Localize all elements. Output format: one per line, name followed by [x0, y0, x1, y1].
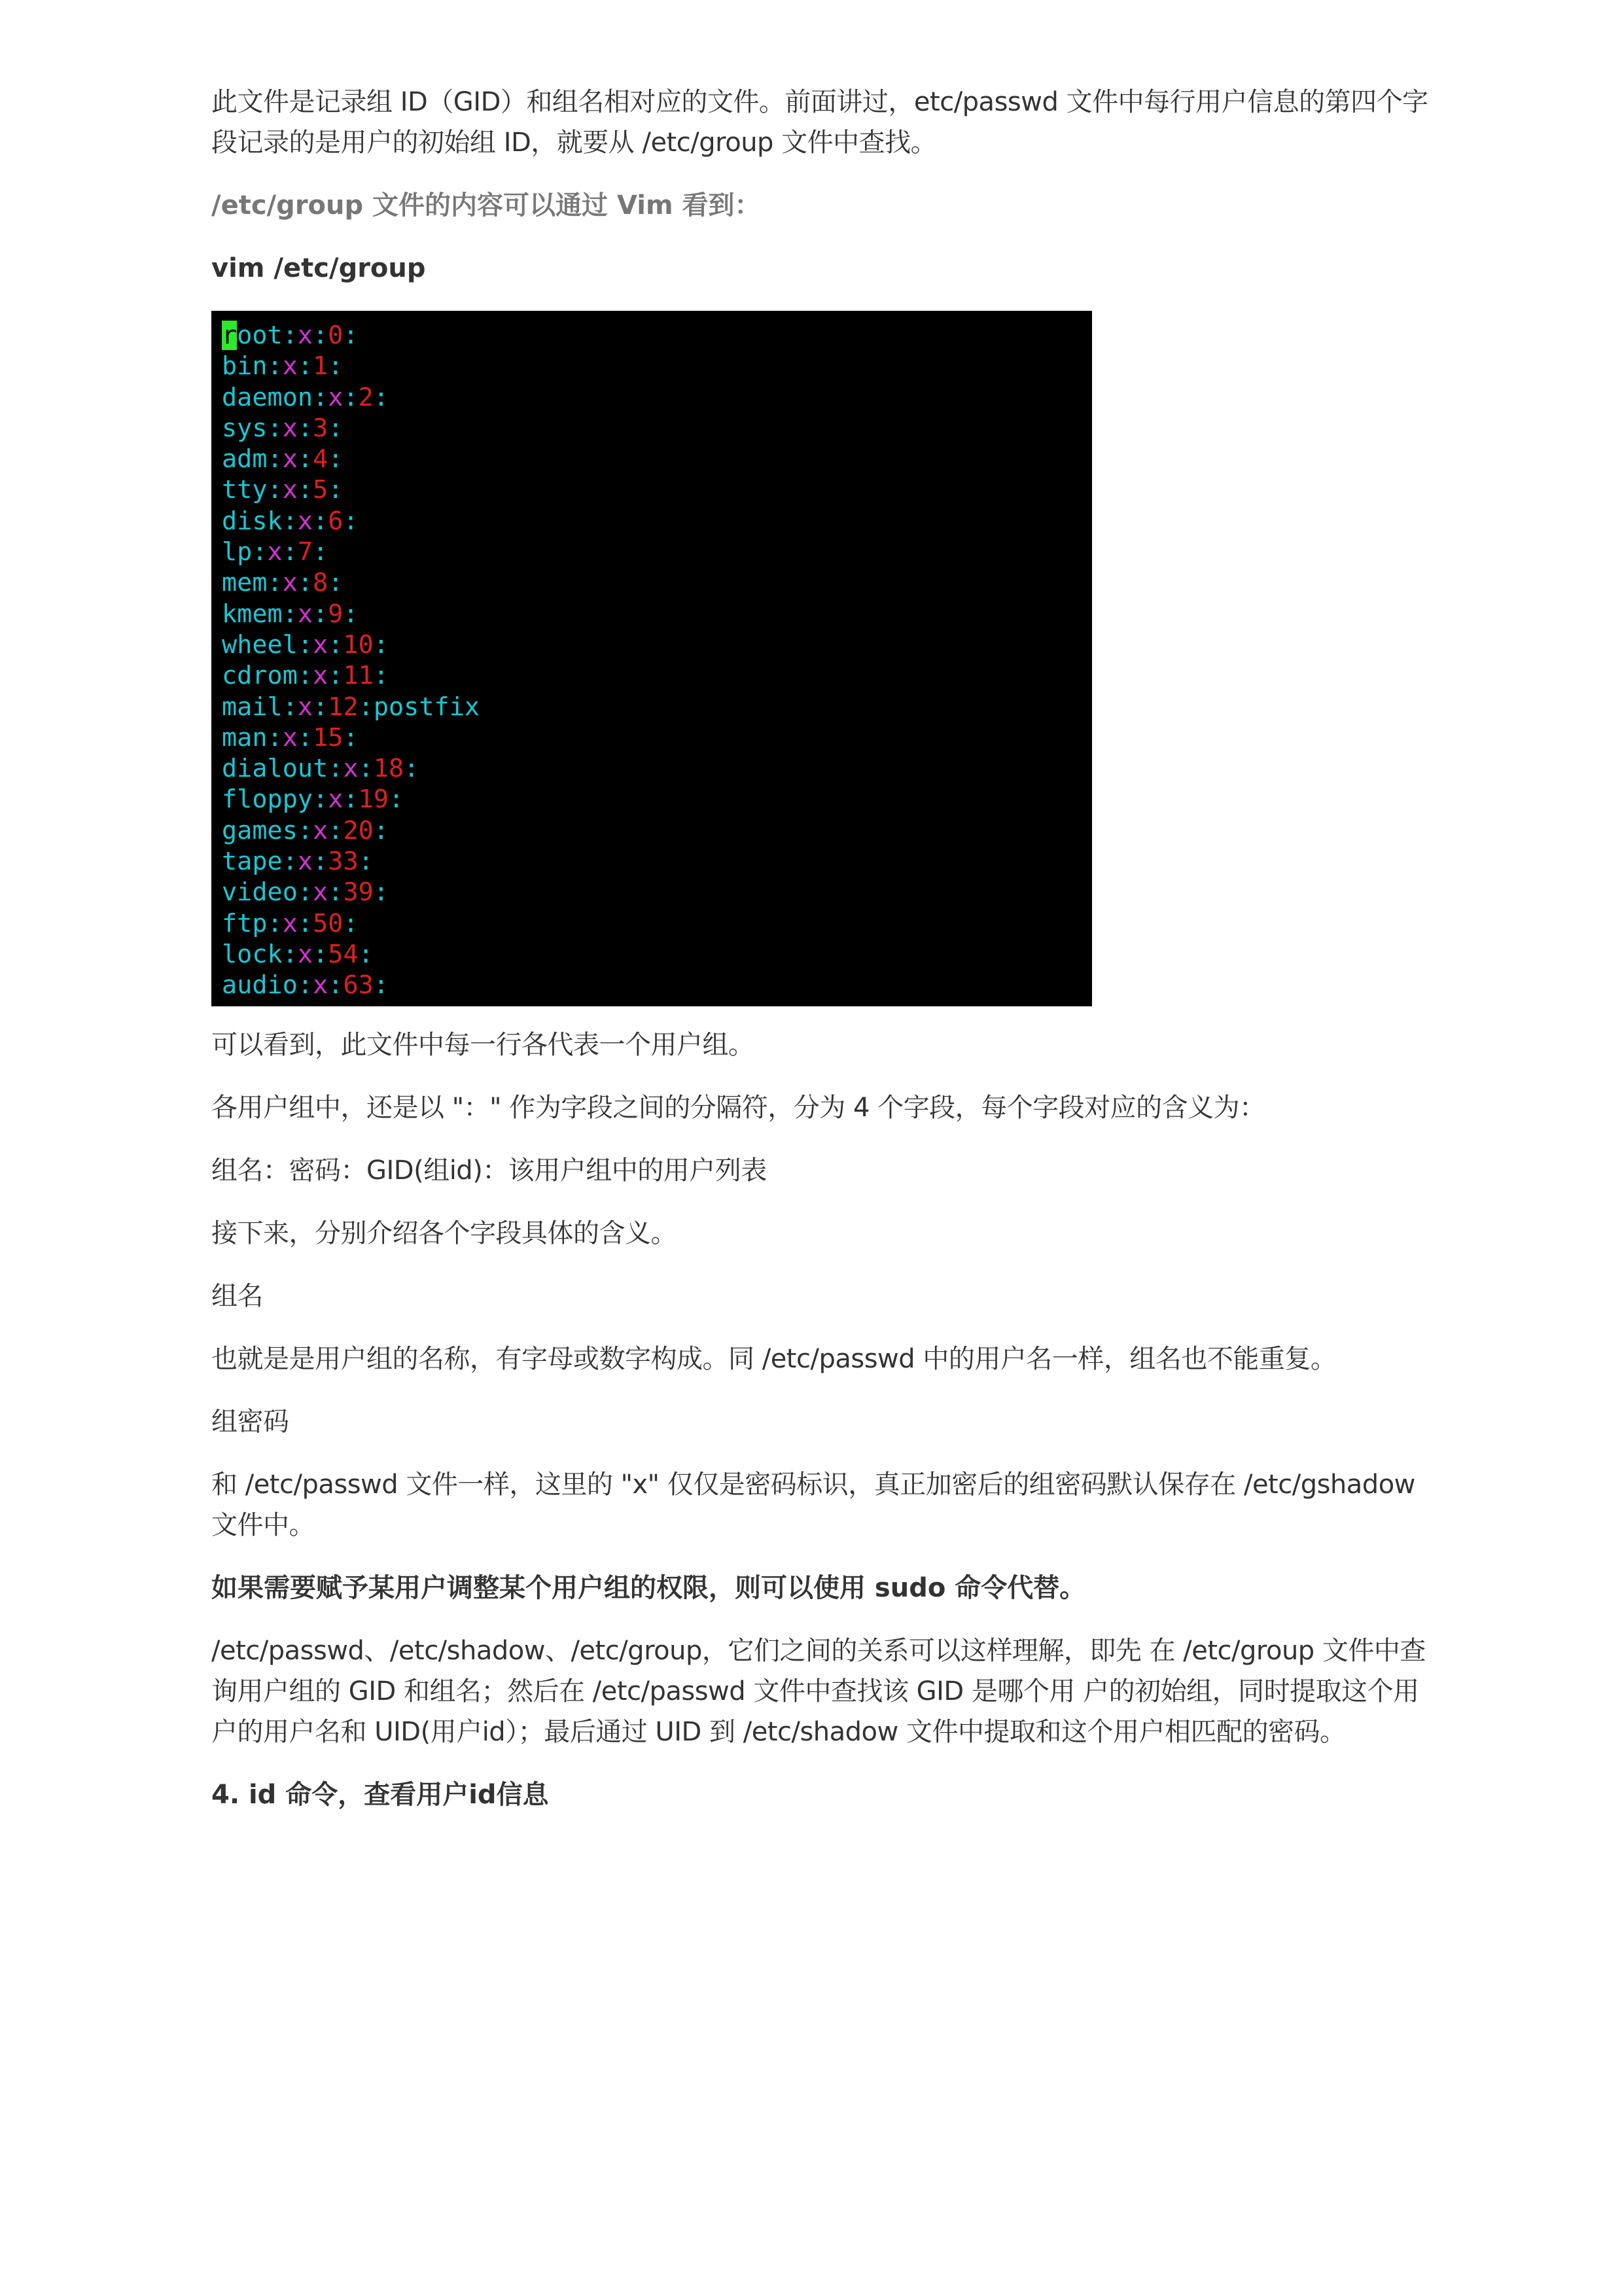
field-separator: : — [267, 444, 283, 474]
group-name: games — [222, 815, 298, 845]
field-separator: : — [313, 537, 328, 567]
password-field: x — [297, 599, 313, 629]
password-field: x — [313, 661, 328, 691]
field-separator: : — [328, 754, 344, 784]
gid-field: 33 — [328, 847, 359, 877]
gid-field: 10 — [343, 629, 374, 660]
field-separator: : — [343, 382, 359, 412]
group-name: oot — [237, 321, 283, 350]
field-separator: : — [297, 475, 313, 505]
gid-field: 50 — [313, 908, 344, 938]
field-separator: : — [313, 506, 328, 536]
terminal-line — [222, 537, 1092, 567]
terminal-line — [222, 908, 1092, 939]
password-field: x — [297, 847, 313, 877]
password-field: x — [282, 568, 298, 598]
password-field: x — [267, 537, 283, 567]
terminal-line — [222, 692, 1092, 722]
password-field: x — [313, 629, 328, 660]
group-name: mail — [222, 692, 283, 722]
field-separator: : — [267, 908, 283, 938]
field-separator: : — [328, 475, 344, 505]
gid-field: 1 — [313, 351, 328, 381]
group-name: sys — [222, 413, 268, 443]
password-field: x — [282, 475, 298, 505]
gid-field: 11 — [343, 661, 374, 691]
password-field: x — [282, 413, 298, 443]
group-name: mem — [222, 568, 268, 598]
gid-field: 12 — [328, 692, 359, 722]
password-field: x — [297, 939, 313, 969]
field-separator: : — [282, 321, 298, 350]
password-field: x — [282, 722, 298, 752]
field-separator: : — [343, 321, 359, 350]
intro-paragraph: 此文件是记录组 ID（GID）和组名相对应的文件。前面讲过，etc/passwd 文件中每行用户信息的第四个字 段记录的是用户的初始组 ID，就要从 /etc/group 文件中查找。 — [211, 87, 1436, 158]
gid-field: 3 — [313, 413, 328, 443]
field-separator: : — [313, 599, 328, 629]
gid-field: 8 — [313, 568, 328, 598]
field-separator: : — [297, 877, 313, 908]
field-separator: : — [373, 815, 389, 845]
sudo-note: 如果需要赋予某用户调整某个用户组的权限，则可以使用 sudo 命令代替。 — [211, 1573, 1086, 1603]
members-field: postfix — [373, 692, 480, 722]
document-page — [211, 82, 1436, 1837]
each-line-paragraph: 可以看到，此文件中每一行各代表一个用户组。 — [211, 1030, 754, 1060]
field-separator: : — [343, 785, 359, 815]
terminal-line — [222, 815, 1092, 846]
password-field: x — [297, 692, 313, 722]
group-password-label: 组密码 — [211, 1407, 289, 1437]
password-field: x — [297, 321, 313, 350]
group-name: man — [222, 722, 268, 752]
vim-command: vim /etc/group — [211, 253, 426, 283]
field-separator: : — [343, 908, 359, 938]
field-separator: : — [404, 754, 419, 784]
terminal-line — [222, 320, 1092, 351]
field-separator: : — [313, 382, 328, 412]
terminal-line — [222, 970, 1092, 1000]
field-separator: : — [358, 754, 374, 784]
group-name: kmem — [222, 599, 283, 629]
field-separator: : — [373, 661, 389, 691]
field-separator: : — [389, 785, 404, 815]
fields-paragraph: 各用户组中，还是以 "：" 作为字段之间的分隔符，分为 4 个字段，每个字段对应的含义为： — [211, 1093, 1265, 1123]
group-name: dialout — [222, 754, 328, 784]
group-name: lock — [222, 939, 283, 969]
password-field: x — [313, 815, 328, 845]
terminal-cursor: r — [222, 321, 238, 350]
field-separator: : — [328, 877, 344, 908]
field-separator: : — [267, 351, 283, 381]
field-separator: : — [297, 970, 313, 1000]
gid-field: 19 — [358, 785, 389, 815]
field-separator: : — [297, 815, 313, 845]
field-separator: : — [282, 939, 298, 969]
group-name-label: 组名 — [211, 1281, 263, 1311]
field-separator: : — [373, 877, 389, 908]
group-name: wheel — [222, 629, 298, 660]
relation-paragraph: /etc/passwd、/etc/shadow、/etc/group，它们之间的关系可以这样理解，即先 在 /etc/group 文件中查询用户组的 GID 和组名；然后在 /etc/passwd 文件中查找该 GID 是哪个用 户的初始组，同时提取这个用户的用户名和 UID(用户id）；最后通过 UID 到 /etc/shadow 文件中提取和这个用户相匹配的密码。 — [211, 1636, 1426, 1747]
field-separator: : — [313, 321, 328, 350]
field-separator: : — [328, 970, 344, 1000]
vim-heading: /etc/group 文件的内容可以通过 Vim 看到： — [211, 190, 761, 221]
field-separator: : — [373, 382, 389, 412]
field-separator: : — [297, 351, 313, 381]
field-separator: : — [328, 444, 344, 474]
field-separator: : — [328, 629, 344, 660]
terminal-line — [222, 506, 1092, 537]
password-field: x — [328, 785, 344, 815]
field-separator: : — [358, 692, 374, 722]
field-separator: : — [373, 970, 389, 1000]
group-name-paragraph: 也就是是用户组的名称，有字母或数字构成。同 /etc/passwd 中的用户名一样，组名也不能重复。 — [211, 1344, 1337, 1374]
group-name: tty — [222, 475, 268, 505]
password-field: x — [328, 382, 344, 412]
group-name: audio — [222, 970, 298, 1000]
terminal-line — [222, 351, 1092, 381]
terminal-line — [222, 567, 1092, 598]
next-paragraph: 接下来，分别介绍各个字段具体的含义。 — [211, 1218, 677, 1248]
gid-field: 39 — [343, 877, 374, 908]
gid-field: 20 — [343, 815, 374, 845]
field-separator: : — [282, 847, 298, 877]
gid-field: 54 — [328, 939, 359, 969]
password-field: x — [282, 908, 298, 938]
field-separator: : — [373, 629, 389, 660]
group-password-paragraph: 和 /etc/passwd 文件一样，这里的 "x" 仅仅是密码标识，真正加密后的组密码默认保存在 /etc/gshadow 文件中。 — [211, 1470, 1424, 1540]
field-separator: : — [282, 537, 298, 567]
gid-field: 4 — [313, 444, 328, 474]
field-separator: : — [328, 661, 344, 691]
gid-field: 6 — [328, 506, 344, 536]
section-heading: 4. id 命令，查看用户id信息 — [211, 1780, 549, 1810]
group-name: disk — [222, 506, 283, 536]
field-separator: : — [297, 661, 313, 691]
terminal-line — [222, 660, 1092, 691]
field-separator: : — [328, 568, 344, 598]
gid-field: 0 — [328, 321, 344, 350]
field-separator: : — [297, 413, 313, 443]
gid-field: 7 — [297, 537, 313, 567]
password-field: x — [313, 970, 328, 1000]
password-field: x — [313, 877, 328, 908]
terminal-line — [222, 846, 1092, 877]
field-separator: : — [358, 939, 374, 969]
gid-field: 5 — [313, 475, 328, 505]
terminal-line — [222, 599, 1092, 629]
format-paragraph: 组名：密码：GID(组id)：该用户组中的用户列表 — [211, 1156, 767, 1186]
gid-field: 2 — [358, 382, 374, 412]
field-separator: : — [328, 815, 344, 845]
group-name: ftp — [222, 908, 268, 938]
group-name: adm — [222, 444, 268, 474]
password-field: x — [343, 754, 359, 784]
field-separator: : — [297, 444, 313, 474]
terminal-line — [222, 629, 1092, 660]
field-separator: : — [267, 475, 283, 505]
terminal-line — [222, 939, 1092, 970]
field-separator: : — [313, 847, 328, 877]
group-name: tape — [222, 847, 283, 877]
password-field: x — [297, 506, 313, 536]
field-separator: : — [343, 506, 359, 536]
field-separator: : — [343, 599, 359, 629]
field-separator: : — [328, 351, 344, 381]
field-separator: : — [313, 692, 328, 722]
field-separator: : — [267, 568, 283, 598]
field-separator: : — [358, 847, 374, 877]
field-separator: : — [282, 599, 298, 629]
field-separator: : — [267, 413, 283, 443]
group-name: daemon — [222, 382, 313, 412]
password-field: x — [282, 444, 298, 474]
field-separator: : — [328, 413, 344, 443]
terminal-line — [222, 877, 1092, 908]
gid-field: 18 — [373, 754, 404, 784]
field-separator: : — [252, 537, 268, 567]
field-separator: : — [313, 939, 328, 969]
terminal-line — [222, 753, 1092, 784]
terminal-line — [222, 382, 1092, 413]
field-separator: : — [267, 722, 283, 752]
terminal-line — [222, 413, 1092, 444]
field-separator: : — [282, 692, 298, 722]
field-separator: : — [297, 908, 313, 938]
password-field: x — [282, 351, 298, 381]
group-name: lp — [222, 537, 253, 567]
terminal-line — [222, 474, 1092, 505]
field-separator: : — [297, 629, 313, 660]
terminal-screenshot — [211, 311, 1092, 1006]
field-separator: : — [297, 568, 313, 598]
group-name: bin — [222, 351, 268, 381]
gid-field: 63 — [343, 970, 374, 1000]
field-separator: : — [282, 506, 298, 536]
group-name: cdrom — [222, 661, 298, 691]
field-separator: : — [297, 722, 313, 752]
gid-field: 9 — [328, 599, 344, 629]
terminal-line — [222, 784, 1092, 815]
group-name: video — [222, 877, 298, 908]
gid-field: 15 — [313, 722, 344, 752]
field-separator: : — [343, 722, 359, 752]
terminal-line — [222, 444, 1092, 474]
terminal-line — [222, 722, 1092, 753]
group-name: floppy — [222, 785, 313, 815]
field-separator: : — [313, 785, 328, 815]
